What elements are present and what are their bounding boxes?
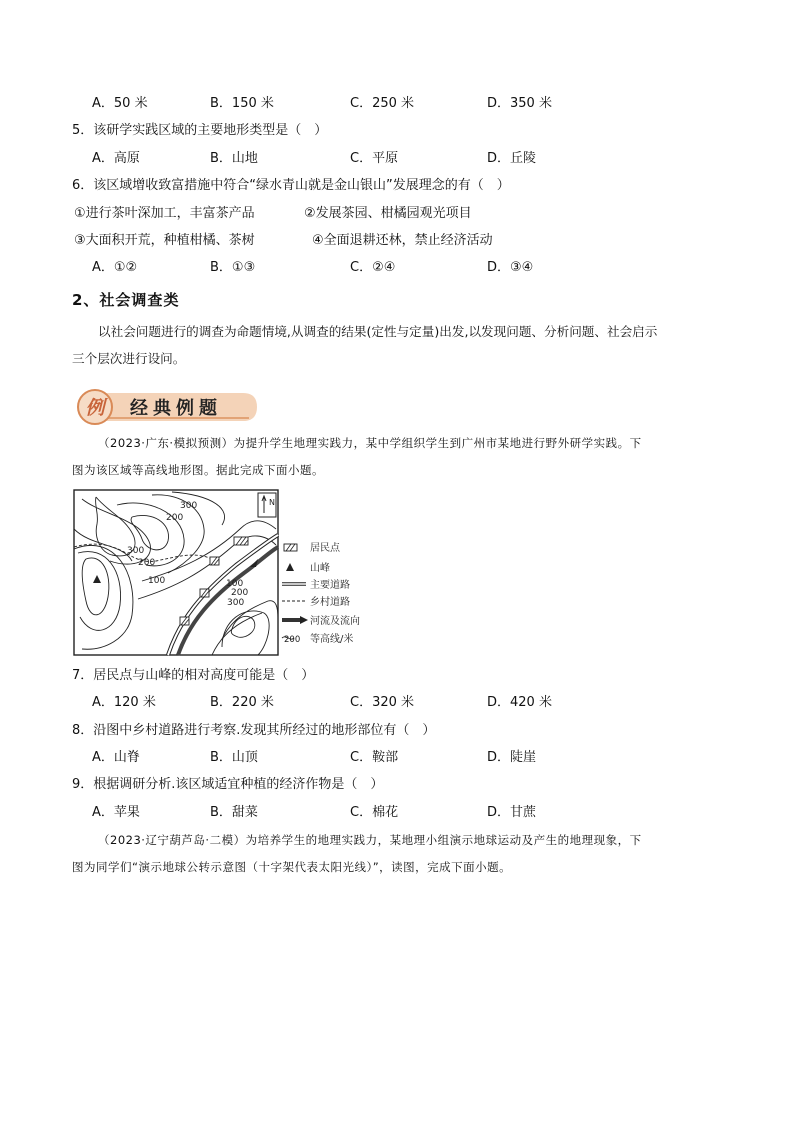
q7-option-b: B．220 米: [210, 695, 274, 710]
q6-item-2: ②发展茶园、柑橘园观光项目: [304, 206, 472, 221]
q9-stem: 9．根据调研分析.该区域适宜种植的经济作物是（ ）: [72, 777, 384, 792]
q9-option-a: A．苹果: [92, 805, 140, 820]
q4-option-b: B．150 米: [210, 96, 274, 111]
q5-option-d: D．丘陵: [487, 151, 537, 166]
contour-map-figure: [72, 489, 372, 657]
section-heading: 2、社会调查类: [72, 291, 180, 309]
q6-option-c: C．②④: [350, 260, 396, 275]
north-label: N: [269, 498, 275, 507]
contour-label-8: 300: [227, 598, 245, 608]
banner-icon-char: 例: [85, 397, 105, 419]
banner-title: 经典例题: [130, 398, 222, 419]
intro2-line-1: （2023·辽宁葫芦岛·二模）为培养学生的地理实践力，某地理小组演示地球运动及产生的地理现象，下: [98, 833, 642, 847]
legend-contour-sample: 200: [284, 635, 301, 645]
section-paragraph-line-1: 以社会问题进行的调查为命题情境,从调查的结果(定性与定量)出发,以发现问题、分析问题、社会启示: [98, 324, 658, 339]
contour-label-4: 200: [138, 558, 156, 568]
contour-label-7: 200: [231, 588, 249, 598]
legend-settlement: 居民点: [310, 543, 340, 554]
q5-option-b: B．山地: [210, 151, 258, 166]
q6-item-4: ④全面退耕还林，禁止经济活动: [312, 233, 493, 248]
contour-label-2: 200: [166, 513, 184, 523]
q6-option-a: A．①②: [92, 260, 138, 275]
q7-option-a: A．120 米: [92, 695, 156, 710]
example-banner: [77, 387, 259, 427]
q8-option-b: B．山顶: [210, 750, 258, 765]
section-paragraph-line-2: 三个层次进行设问。: [72, 351, 186, 366]
q5-option-c: C．平原: [350, 151, 399, 166]
q6-item-3: ③大面积开荒，种植柑橘、茶树: [74, 233, 255, 248]
q8-option-a: A．山脊: [92, 750, 140, 765]
intro2-line-2: 图为同学们“演示地球公转示意图（十字架代表太阳光线）”，读图，完成下面小题。: [72, 860, 512, 874]
contour-label-1: 300: [180, 501, 198, 511]
legend-peak: 山峰: [310, 563, 330, 574]
legend-contour: 等高线/米: [310, 634, 354, 645]
legend-country-road: 乡村道路: [310, 597, 350, 608]
q7-stem: 7．居民点与山峰的相对高度可能是（ ）: [72, 668, 315, 683]
q9-option-c: C．棉花: [350, 805, 399, 820]
contour-label-3: 300: [127, 546, 145, 556]
q5-option-a: A．高原: [92, 151, 140, 166]
q7-option-c: C．320 米: [350, 695, 415, 710]
q4-option-d: D．350 米: [487, 96, 552, 111]
legend-main-road: 主要道路: [310, 580, 350, 591]
intro1-line-2: 图为该区域等高线地形图。据此完成下面小题。: [72, 463, 324, 477]
q5-stem: 5．该研学实践区域的主要地形类型是（ ）: [72, 123, 328, 138]
q8-option-c: C．鞍部: [350, 750, 399, 765]
q4-option-c: C．250 米: [350, 96, 415, 111]
contour-label-6: 100: [226, 579, 244, 589]
q9-option-d: D．甘蔗: [487, 805, 537, 820]
q4-option-a: A．50 米: [92, 96, 148, 111]
q6-item-1: ①进行茶叶深加工，丰富茶产品: [74, 206, 255, 221]
q9-option-b: B．甜菜: [210, 805, 258, 820]
q7-option-d: D．420 米: [487, 695, 552, 710]
contour-label-5: 100: [148, 576, 166, 586]
q6-option-b: B．①③: [210, 260, 256, 275]
intro1-line-1: （2023·广东·模拟预测）为提升学生地理实践力，某中学组织学生到广州市某地进行野外研学实践。下: [98, 436, 642, 450]
q6-stem: 6．该区域增收致富措施中符合“绿水青山就是金山银山”发展理念的有（ ）: [72, 178, 510, 193]
q8-option-d: D．陡崖: [487, 750, 537, 765]
q6-option-d: D．③④: [487, 260, 534, 275]
q8-stem: 8．沿图中乡村道路进行考察.发现其所经过的地形部位有（ ）: [72, 723, 436, 738]
legend-river: 河流及流向: [310, 616, 360, 627]
